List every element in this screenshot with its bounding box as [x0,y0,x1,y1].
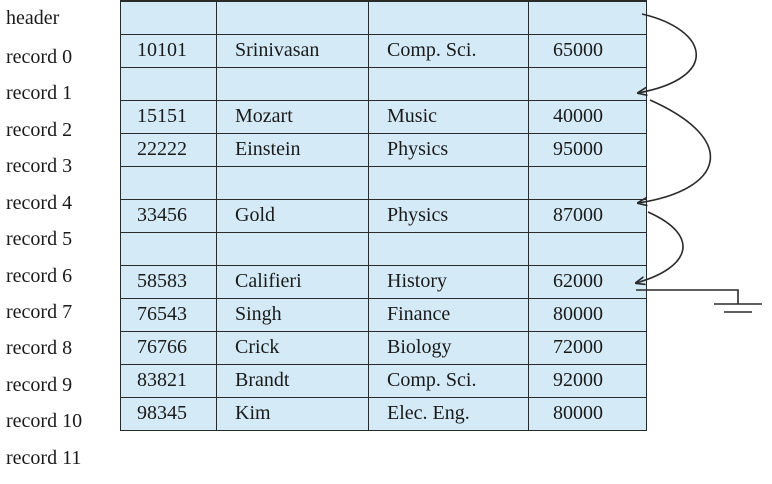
record-field: Comp. Sci. [369,34,529,67]
record-row [121,199,647,232]
record-field: 98345 [121,397,217,430]
record-label-6: record 6 [6,265,73,287]
record-file-table [120,0,647,431]
record-row [121,232,647,265]
record-label-2: record 2 [6,119,73,141]
record-field: 92000 [529,364,647,397]
record-field [121,67,217,100]
null-ground-symbol [636,290,762,312]
record-field [369,1,529,34]
record-field: 62000 [529,265,647,298]
record-field: Music [369,100,529,133]
record-row [121,34,647,67]
record-label-11: record 11 [6,447,82,469]
record-label-7: record 7 [6,301,73,323]
record-field [529,67,647,100]
record-label-header: header [6,7,60,29]
record-label-9: record 9 [6,374,73,396]
record-label-5: record 5 [6,228,73,250]
record-row [121,298,647,331]
record-row [121,364,647,397]
record-field: Califieri [217,265,369,298]
record-field [217,166,369,199]
record-field [121,166,217,199]
record-field: Einstein [217,133,369,166]
record-field: Physics [369,199,529,232]
record-field [369,166,529,199]
record-field: 72000 [529,331,647,364]
record-field: 65000 [529,34,647,67]
free-list-pointer-record-1-to-record-4 [638,100,710,203]
record-field: Srinivasan [217,34,369,67]
record-field: 80000 [529,397,647,430]
record-field: Comp. Sci. [369,364,529,397]
record-field [217,67,369,100]
record-field: 76543 [121,298,217,331]
record-row [121,265,647,298]
record-field: 80000 [529,298,647,331]
record-field [529,232,647,265]
record-row [121,397,647,430]
record-field: 40000 [529,100,647,133]
record-field: 83821 [121,364,217,397]
record-label-4: record 4 [6,192,73,214]
record-field: Physics [369,133,529,166]
record-row [121,100,647,133]
record-field: 58583 [121,265,217,298]
record-field: History [369,265,529,298]
record-field [217,1,369,34]
record-field: Crick [217,331,369,364]
record-field [529,166,647,199]
record-field: Singh [217,298,369,331]
record-label-10: record 10 [6,410,83,432]
record-label-0: record 0 [6,46,73,68]
record-field: Finance [369,298,529,331]
record-field [121,1,217,34]
record-row [121,331,647,364]
record-label-column [0,0,120,484]
record-field: Mozart [217,100,369,133]
record-label-8: record 8 [6,337,73,359]
record-field: 87000 [529,199,647,232]
record-field: Brandt [217,364,369,397]
record-field: 76766 [121,331,217,364]
record-field: 15151 [121,100,217,133]
record-row [121,67,647,100]
record-field [369,67,529,100]
record-field [529,1,647,34]
record-field: 10101 [121,34,217,67]
record-field: 33456 [121,199,217,232]
record-field [217,232,369,265]
record-field: 95000 [529,133,647,166]
record-field: Biology [369,331,529,364]
record-field [121,232,217,265]
record-label-1: record 1 [6,82,73,104]
record-field [369,232,529,265]
record-field: Elec. Eng. [369,397,529,430]
record-row [121,166,647,199]
record-label-3: record 3 [6,155,73,177]
record-row [121,133,647,166]
record-field: 22222 [121,133,217,166]
record-field: Gold [217,199,369,232]
header-row [121,1,647,34]
record-field: Kim [217,397,369,430]
